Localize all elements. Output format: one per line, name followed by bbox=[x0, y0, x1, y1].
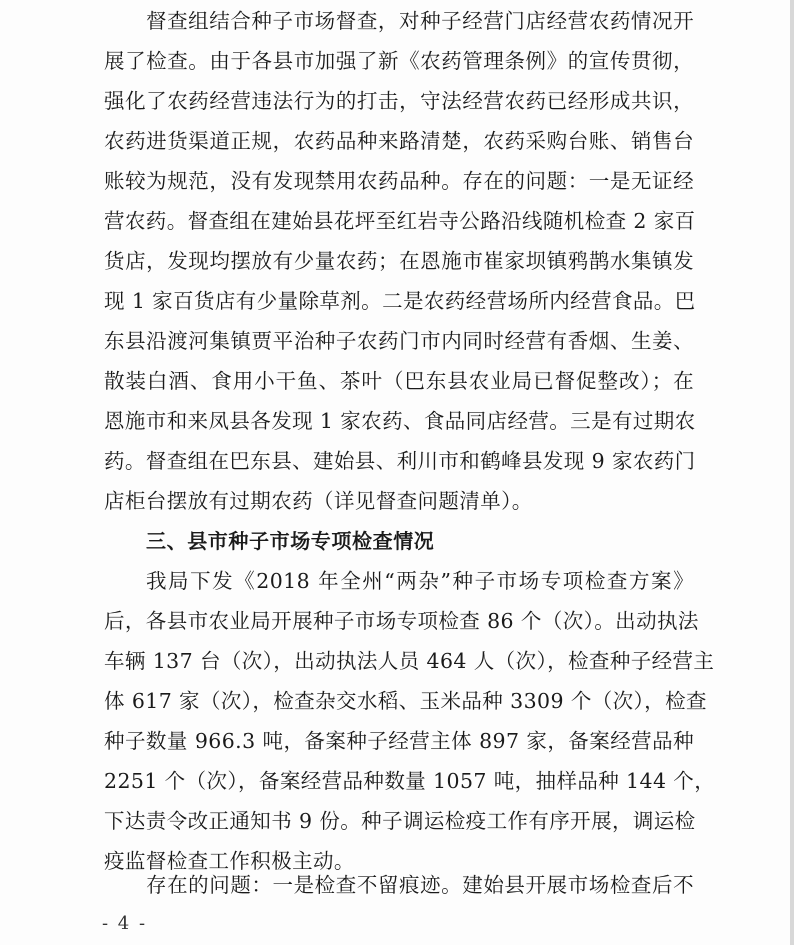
problems-line-1: 存在的问题：一是检查不留痕迹。建始县开展市场检查后不 bbox=[146, 873, 694, 897]
paragraph1-line-11: 恩施市和来凤县各发现 1 家农药、食品同店经营。三是有过期农 bbox=[104, 409, 696, 433]
section3-heading: 三、县市种子市场专项检查情况 bbox=[146, 529, 435, 553]
section3-line-3: 车辆 137 台（次），出动执法人员 464 人（次），检查种子经营主 bbox=[104, 649, 715, 673]
paragraph1-line-8: 现 1 家百货店有少量除草剂。二是农药经营场所内经营食品。巴 bbox=[104, 289, 696, 313]
paragraph1-line-3: 强化了农药经营违法行为的打击，守法经营农药已经形成共识， bbox=[104, 89, 694, 113]
paragraph1-line-12: 药。督查组在巴东县、建始县、利川市和鹤峰县发现 9 家农药门 bbox=[104, 449, 696, 473]
section3-line-4: 体 617 家（次），检查杂交水稻、玉米品种 3309 个（次），检查 bbox=[104, 689, 707, 713]
paragraph1-line-10: 散装白酒、食用小干鱼、茶叶（巴东县农业局已督促整改）；在 bbox=[104, 369, 694, 393]
paragraph1-line-7: 货店，发现均摆放有少量农药；在恩施市崔家坝镇鸦鹊水集镇发 bbox=[104, 249, 694, 273]
paragraph1-line-5: 账较为规范，没有发现禁用农药品种。存在的问题：一是无证经 bbox=[104, 169, 694, 193]
page-edge-shadow bbox=[790, 0, 794, 945]
paragraph1-line-6: 营农药。督查组在建始县花坪至红岩寺公路沿线随机检查 2 家百 bbox=[104, 209, 696, 233]
section3-line-8: 疫监督检查工作积极主动。 bbox=[104, 849, 355, 873]
paragraph1-line-1: 督查组结合种子市场督查，对种子经营门店经营农药情况开 bbox=[146, 9, 694, 33]
paragraph1-line-2: 展了检查。由于各县市加强了新《农药管理条例》的宣传贯彻， bbox=[104, 49, 694, 73]
paragraph1-line-9: 东县沿渡河集镇贾平治种子农药门市内同时经营有香烟、生姜、 bbox=[104, 329, 694, 353]
paragraph1-line-4: 农药进货渠道正规，农药品种来路清楚，农药采购台账、销售台 bbox=[104, 129, 694, 153]
page-number: - 4 - bbox=[102, 913, 148, 934]
section3-line-1: 我局下发《2018 年全州“两杂”种子市场专项检查方案》 bbox=[146, 569, 694, 593]
section3-line-2: 后，各县市农业局开展种子市场专项检查 86 个（次）。出动执法 bbox=[104, 609, 699, 633]
paragraph1-line-13: 店柜台摆放有过期农药（详见督查问题清单）。 bbox=[104, 489, 533, 513]
section3-line-5: 种子数量 966.3 吨，备案种子经营主体 897 家，备案经营品种 bbox=[104, 729, 694, 753]
section3-line-7: 下达责令改正通知书 9 份。种子调运检疫工作有序开展，调运检 bbox=[104, 809, 696, 833]
section3-line-6: 2251 个（次），备案经营品种数量 1057 吨，抽样品种 144 个， bbox=[104, 769, 716, 793]
